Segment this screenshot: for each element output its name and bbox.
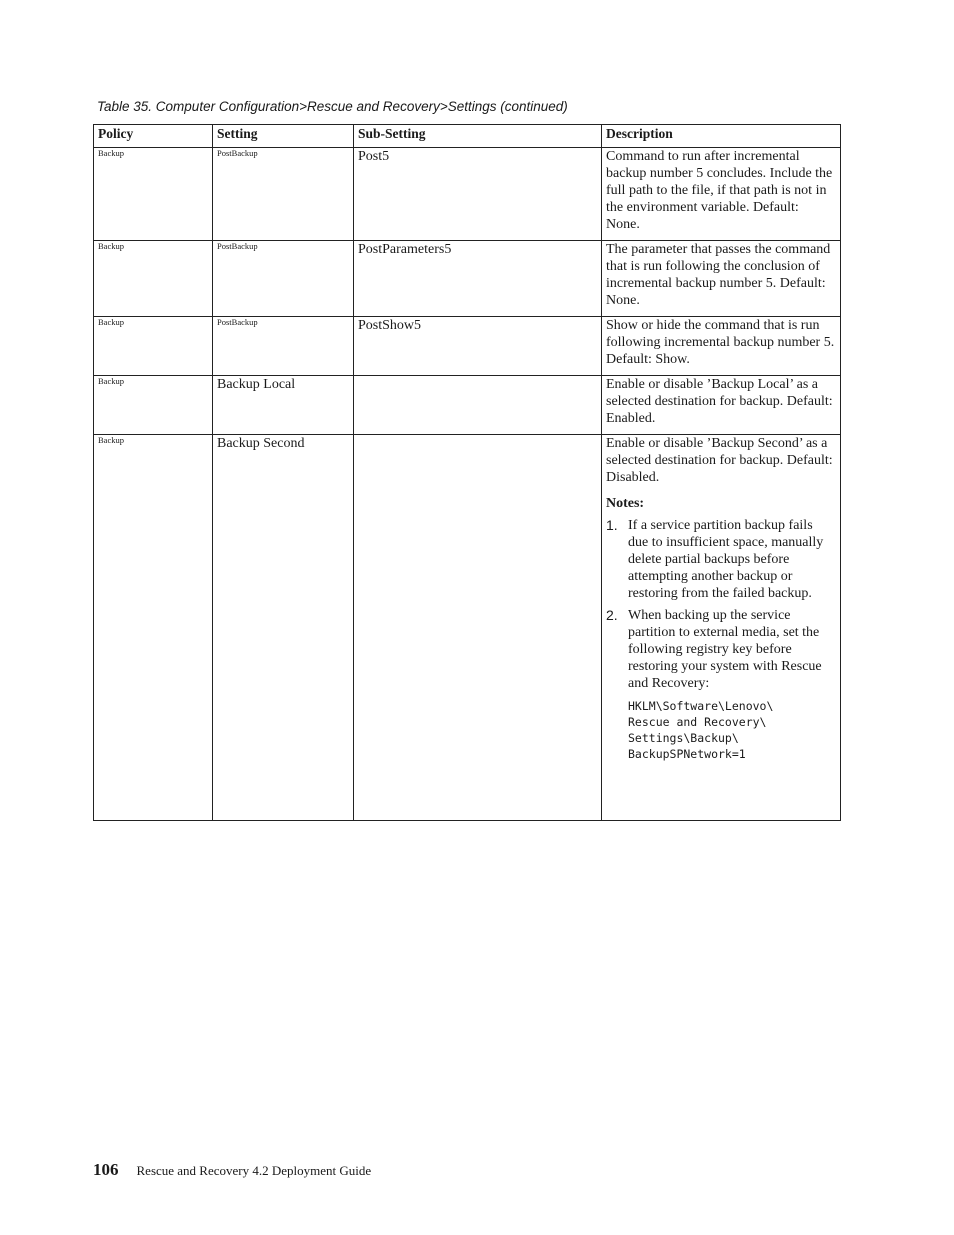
- registry-key-code: HKLM\Software\Lenovo\ Rescue and Recovery\ Settings\Backup\ BackupSPNetwork=1: [628, 699, 774, 761]
- settings-table: [93, 124, 841, 821]
- setting-cell: PostBackup: [213, 317, 354, 376]
- page-footer: [93, 1160, 371, 1180]
- policy-cell: Backup: [94, 241, 213, 317]
- table-row: [94, 241, 841, 317]
- sub-setting-cell: PostParameters5: [354, 241, 602, 317]
- description-text: Enable or disable ’Backup Second’ as a selected destination for backup. Default: Disabled.: [606, 436, 833, 485]
- policy-cell: Backup: [94, 148, 213, 241]
- setting-cell: Backup Local: [213, 376, 354, 435]
- table-row: [94, 317, 841, 376]
- table-header-row: [94, 125, 841, 148]
- sub-setting-cell: [354, 435, 602, 821]
- note-text: If a service partition backup fails due to insufficient space, manually delete partial backups before attempting another backup or restoring from the failed backup.: [628, 518, 824, 601]
- column-header-description: Description: [602, 125, 841, 148]
- sub-setting-cell: [354, 376, 602, 435]
- table-row: [94, 148, 841, 241]
- notes-list: [606, 517, 836, 762]
- table-row: [94, 435, 841, 821]
- sub-setting-cell: PostShow5: [354, 317, 602, 376]
- description-cell: The parameter that passes the command that is run following the conclusion of incremental backup number 5. Default: None.: [602, 241, 841, 317]
- description-cell: Show or hide the command that is run following incremental backup number 5. Default: Show.: [602, 317, 841, 376]
- description-cell: [602, 435, 841, 821]
- column-header-sub-setting: Sub-Setting: [354, 125, 602, 148]
- note-number: 2.: [606, 607, 618, 623]
- column-header-setting: Setting: [213, 125, 354, 148]
- table-caption: Table 35. Computer Configuration>Rescue and Recovery>Settings (continued): [97, 99, 568, 114]
- description-cell: Enable or disable ’Backup Local’ as a selected destination for backup. Default: Enabled.: [602, 376, 841, 435]
- setting-cell: Backup Second: [213, 435, 354, 821]
- column-header-policy: Policy: [94, 125, 213, 148]
- page-number: 106: [93, 1160, 119, 1179]
- setting-cell: PostBackup: [213, 148, 354, 241]
- policy-cell: Backup: [94, 376, 213, 435]
- description-cell: Command to run after incremental backup number 5 concludes. Include the full path to the file, if that path is not in the environment variable. Default: None.: [602, 148, 841, 241]
- document-title: Rescue and Recovery 4.2 Deployment Guide: [136, 1163, 372, 1178]
- policy-cell: Backup: [94, 435, 213, 821]
- note-number: 1.: [606, 517, 618, 533]
- notes-heading: Notes:: [606, 496, 645, 511]
- note-item: [606, 517, 836, 602]
- note-text: When backing up the service partition to external media, set the following registry key before restoring your system with Rescue and Recovery:: [628, 608, 822, 691]
- table-row: [94, 376, 841, 435]
- sub-setting-cell: Post5: [354, 148, 602, 241]
- setting-cell: PostBackup: [213, 241, 354, 317]
- note-item: [606, 607, 836, 762]
- policy-cell: Backup: [94, 317, 213, 376]
